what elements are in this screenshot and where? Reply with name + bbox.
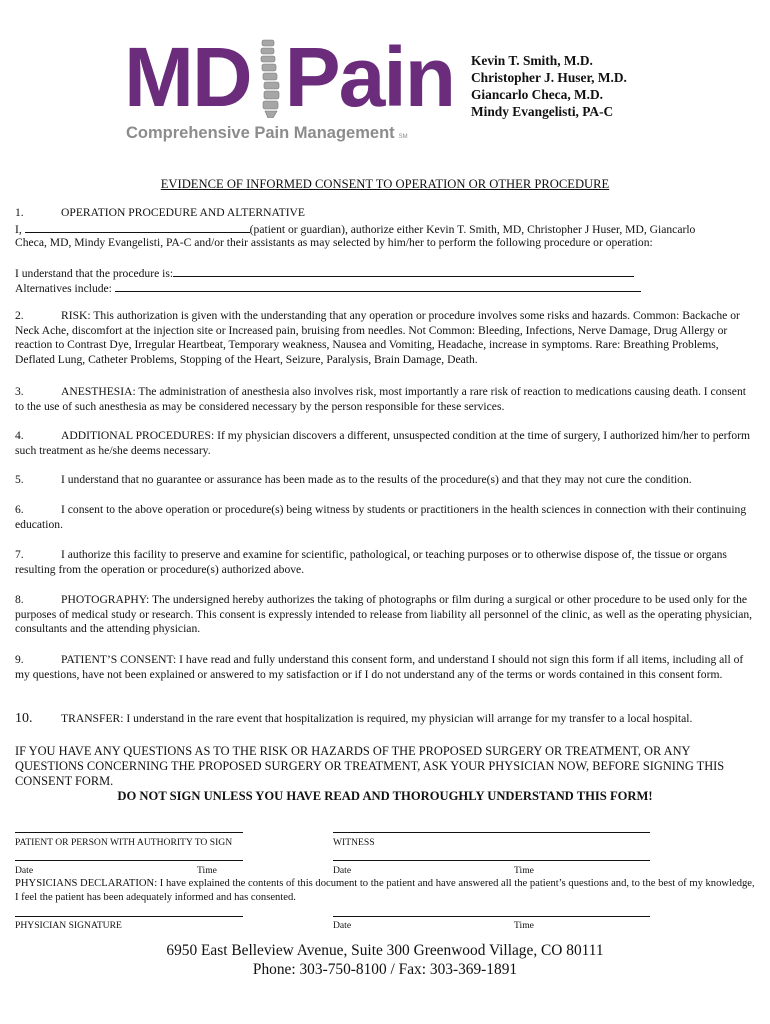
tagline-text: Comprehensive Pain Management <box>126 124 395 142</box>
section-text: TRANSFER: I understand in the rare event that hospitalization is required, my physician will arrange for my transfer to a local hospital. <box>61 712 693 725</box>
footer <box>0 941 770 979</box>
section-4 <box>15 429 757 458</box>
section-heading: OPERATION PROCEDURE AND ALTERNATIVE <box>61 206 306 219</box>
do-not-sign-warning: DO NOT SIGN UNLESS YOU HAVE READ AND THOROUGHLY UNDERSTAND THIS FORM! <box>117 789 653 803</box>
footer-phone: Phone: 303-750-8100 / Fax: 303-369-1891 <box>252 961 518 978</box>
section-1-heading <box>15 206 757 221</box>
patient-date-time-line[interactable] <box>15 860 243 861</box>
section-number: 8. <box>15 593 24 606</box>
section-9 <box>15 653 757 682</box>
section-number: 4. <box>15 429 24 442</box>
section-text-continued: including all of my questions, have not been explained or answered to my satisfaction or if I do not understand any of the terms or words contained in this consent form. <box>15 653 744 681</box>
section-number: 9. <box>15 653 24 666</box>
procedure-field[interactable] <box>173 265 634 277</box>
section-6 <box>15 503 757 532</box>
physician-name: Mindy Evangelisti, PA-C <box>471 104 614 119</box>
physicians-declaration: PHYSICIANS DECLARATION: I have explained the contents of this document to the patient and have answered all the patient’s questions and, to the best of my knowledge, I feel the patient has been adequately informed and has consented. <box>15 878 755 903</box>
section-number: 2. <box>15 309 24 322</box>
time-label: Time <box>514 865 534 876</box>
section-5 <box>15 473 757 488</box>
mdpain-logo <box>124 30 455 146</box>
section-text: I understand that no guarantee or assurance has been made as to the results of the procedure(s) and that they may not cure the condition. <box>61 473 692 486</box>
alternatives-label: Alternatives include: <box>15 282 112 295</box>
section-text: ADDITIONAL PROCEDURES: If my physician discovers a different, unsuspected condition at the time of surgery, I authorized him/her <box>61 429 698 442</box>
time-label: Time <box>197 865 217 876</box>
patient-signature-label: PATIENT OR PERSON WITH AUTHORITY TO SIGN <box>15 837 233 848</box>
section-number: 6. <box>15 503 24 516</box>
section-number: 3. <box>15 385 24 398</box>
section-text: I consent to the above operation or procedure(s) being witness by students or practitioners in the health sciences in connection with their <box>61 503 694 516</box>
section-3 <box>15 385 757 414</box>
date-label: Date <box>333 865 352 876</box>
alternatives-row <box>15 280 757 297</box>
section-text-continued: continuing education. <box>15 503 747 531</box>
time-label: Time <box>514 920 534 931</box>
alternatives-field[interactable] <box>115 280 641 292</box>
physician-name: Kevin T. Smith, M.D. <box>471 53 593 68</box>
section-text-continued: to perform such treatment as he/she deems necessary. <box>15 429 751 457</box>
physician-name: Giancarlo Checa, M.D. <box>471 87 604 102</box>
section-number: 5. <box>15 473 24 486</box>
patient-name-field[interactable] <box>25 221 250 233</box>
patient-signature-line[interactable] <box>15 832 243 833</box>
section-number: 7. <box>15 548 24 561</box>
date-label: Date <box>333 920 352 931</box>
section-7 <box>15 548 757 577</box>
physician-signature-label: PHYSICIAN SIGNATURE <box>15 920 122 931</box>
section-2 <box>15 309 757 367</box>
section-number: 1. <box>15 206 24 219</box>
section-text-continued: organs resulting from the operation or procedure(s) authorized above. <box>15 548 727 576</box>
section-text: PHOTOGRAPHY: The undersigned hereby authorizes the taking of photographs or film during a surgical or other procedure to be used <box>61 593 691 606</box>
section-8 <box>15 593 757 637</box>
section-text-continued: only for the purposes of medical study or research. This consent is expressly intended to release from liability all personnel of the clinic, as well as the operating physician, consultants and the attending physician. <box>15 593 753 636</box>
spine-icon <box>253 38 283 118</box>
pronoun-i: I, <box>15 223 22 236</box>
section-text: PATIENT’S CONSENT: I have read and fully understand this consent form, and understand I should not sign this form if all items, <box>61 653 670 666</box>
physician-name: Christopher J. Huser, M.D. <box>471 70 627 85</box>
witness-label: WITNESS <box>333 837 375 848</box>
physician-list <box>471 52 627 120</box>
procedure-label: I understand that the procedure is: <box>15 267 174 280</box>
logo-tagline <box>126 124 408 143</box>
logo-md: MD <box>124 30 251 124</box>
section-1-line-2: Checa, MD, Mindy Evangelisti, PA-C and/or their assistants as may selected by him/her to perform the following procedure or operation: <box>15 236 653 249</box>
section-text-continued: Backache or Neck Ache, discomfort at the injection site or Increased pain, bruising from needles. Not Common: Bleeding, Infections, Nerve Damage, Drug Allergy or reaction to Contrast Dye, Irregular Heartbeat, Temporary weakness, Nausea and Vomiting, Headache, increase in symptoms. Rare: Breathing Problems, Deflated Lung, Catheter Problems, Stopping of the Heart, Seizure, Paralysis, Brain Damage, Death. <box>15 309 740 366</box>
section-text: I authorize this facility to preserve and examine for scientific, pathological, or teaching purposes or to otherwise dispose of, the tissue or <box>61 548 694 561</box>
section-number: 10. <box>15 711 33 726</box>
footer-address: 6950 East Belleview Avenue, Suite 300 Greenwood Village, CO 80111 <box>166 942 604 959</box>
physician-date-time-line[interactable] <box>333 916 650 917</box>
section-10 <box>15 712 757 727</box>
physician-signature-line[interactable] <box>15 916 243 917</box>
witness-date-time-line[interactable] <box>333 860 650 861</box>
logo-wordmark <box>124 30 455 124</box>
section-text: (patient or guardian), authorize either Kevin T. Smith, MD, Christopher J Huser, MD, Giancarlo <box>249 223 696 236</box>
date-label: Date <box>15 865 34 876</box>
section-text: RISK: This authorization is given with the understanding that any operation or procedure involves some risks and hazards. Common: <box>61 309 680 322</box>
questions-notice: IF YOU HAVE ANY QUESTIONS AS TO THE RISK OR HAZARDS OF THE PROPOSED SURGERY OR TREATMENT, OR ANY QUESTIONS CONCERNING THE PROPOSED SURGERY OR TREATMENT, ASK YOUR PHYSICIAN NOW, BEFORE SIGNING THIS CONSENT FORM. <box>15 744 725 788</box>
logo-pain: Pain <box>284 30 455 124</box>
section-text-continued: death. I consent to the use of such anesthesia as may be considered necessary by the person responsible for these services. <box>15 385 746 413</box>
service-mark: SM <box>398 134 408 140</box>
document-title: EVIDENCE OF INFORMED CONSENT TO OPERATION OR OTHER PROCEDURE <box>160 177 610 191</box>
section-text: ANESTHESIA: The administration of anesthesia also involves risk, most importantly a rare risk of reaction to medications causing <box>61 385 670 398</box>
witness-signature-line[interactable] <box>333 832 650 833</box>
